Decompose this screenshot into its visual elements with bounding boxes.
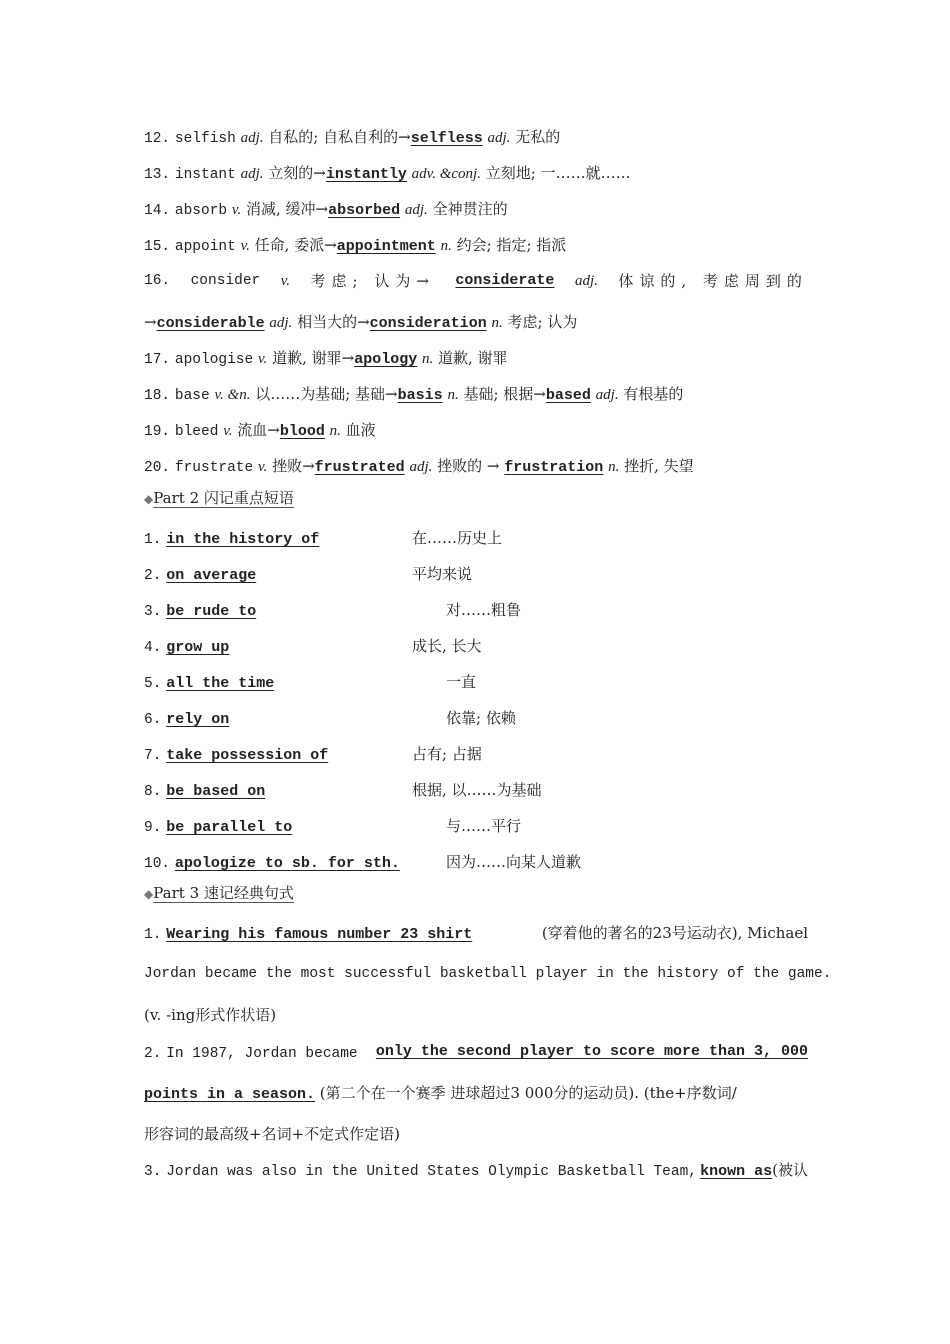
answer: frustration <box>504 459 604 476</box>
item-number: 1. <box>144 927 162 943</box>
part-of-speech: n. <box>440 238 452 254</box>
sentence-2-note: 形容词的最高级+名词+不定式作定语) <box>144 1125 400 1143</box>
item-number: 4. <box>144 640 162 656</box>
sentence-2-line-2 <box>144 1083 808 1105</box>
item-number: 3. <box>144 604 162 620</box>
part-of-speech: v. <box>258 459 268 475</box>
part-of-speech: n. <box>491 315 503 331</box>
meaning: 道歉, 谢罪→ <box>272 349 355 367</box>
item-number: 20. <box>144 460 171 476</box>
item-number: 2. <box>144 1046 162 1062</box>
sentence-text: (被认 <box>772 1161 808 1179</box>
part-of-speech: adj. <box>574 273 598 289</box>
phrase-meaning: 根据, 以……为基础 <box>412 781 542 799</box>
sentence-3-line-1 <box>144 1160 808 1182</box>
section-heading-part2 <box>144 488 310 509</box>
vocab-line-16-cont <box>144 312 808 334</box>
section-title: Part 3 速记经典句式 <box>153 884 294 902</box>
headword: frustrate <box>174 460 254 476</box>
phrase-6 <box>144 708 229 730</box>
phrase-meaning: 因为……向某人道歉 <box>446 853 582 871</box>
part-of-speech: adj. <box>409 459 433 475</box>
item-number: 12. <box>144 131 171 147</box>
meaning: 相当大的→ <box>297 313 370 331</box>
phrase-1 <box>144 528 319 550</box>
part-of-speech: adj. <box>404 202 428 218</box>
meaning: 挫败的 → <box>437 457 500 475</box>
vocab-line-15 <box>144 235 808 257</box>
meaning: 道歉, 谢罪 <box>438 349 508 367</box>
phrase-answer: on average <box>166 567 257 584</box>
answer: frustrated <box>314 459 405 476</box>
section-heading-part3 <box>144 883 310 904</box>
item-number: 10. <box>144 856 171 872</box>
item-number: 5. <box>144 676 162 692</box>
meaning: 全神贯注的 <box>432 200 508 218</box>
part-of-speech: v. <box>223 423 233 439</box>
phrase-7 <box>144 744 328 766</box>
part-of-speech: n. <box>447 387 459 403</box>
section-title: Part 2 闪记重点短语 <box>153 489 294 507</box>
meaning: 立刻地; 一……就…… <box>485 164 631 182</box>
answer: appointment <box>336 238 436 255</box>
meaning: 体谅的, 考虑周到的 <box>618 272 808 290</box>
item-number: 18. <box>144 388 171 404</box>
vocab-line-12 <box>144 127 808 149</box>
sentence-1-line-2: Jordan became the most successful basketball player in the history of the game. <box>144 966 832 982</box>
item-number: 13. <box>144 167 171 183</box>
item-number: 2. <box>144 568 162 584</box>
part-of-speech: adj. <box>487 130 511 146</box>
phrase-answer: be rude to <box>166 603 257 620</box>
meaning: 考虑; 认为→ <box>310 272 435 290</box>
vocab-line-16 <box>144 271 808 291</box>
vocab-line-19 <box>144 420 808 442</box>
sentence-1-line-1 <box>144 923 808 945</box>
phrase-meaning: 平均来说 <box>412 565 473 583</box>
part-of-speech: adj. <box>269 315 293 331</box>
phrase-4 <box>144 636 229 658</box>
meaning: 流血→ <box>237 421 280 439</box>
answer: absorbed <box>328 202 401 219</box>
meaning: 约会; 指定; 指派 <box>456 236 567 254</box>
phrase-answer: grow up <box>166 639 230 656</box>
phrase-8 <box>144 780 265 802</box>
phrase-meaning: 在……历史上 <box>412 529 503 547</box>
meaning: → <box>144 313 157 331</box>
meaning: 立刻的→ <box>268 164 326 182</box>
part-of-speech: v. <box>280 273 291 289</box>
part-of-speech: n. <box>329 423 341 439</box>
phrase-meaning: 对……粗鲁 <box>446 601 522 619</box>
part-of-speech: v. &n. <box>214 387 251 403</box>
phrase-3 <box>144 600 256 622</box>
phrase-answer: take possession of <box>166 747 329 764</box>
part-of-speech: adj. <box>240 130 264 146</box>
phrase-answer: all the time <box>166 675 275 692</box>
item-number: 16. <box>144 273 171 289</box>
meaning: 血液 <box>345 421 376 439</box>
sentence-text: (穿着他的著名的23号运动衣), Michael <box>541 924 808 942</box>
answer: blood <box>279 423 325 440</box>
phrase-2 <box>144 564 256 586</box>
answer: selfless <box>410 130 483 147</box>
headword: base <box>174 388 210 404</box>
answer: consideration <box>369 315 487 332</box>
part-of-speech: v. <box>231 202 242 218</box>
phrase-answer: be based on <box>166 783 266 800</box>
meaning: 基础; 根据→ <box>463 385 546 403</box>
headword: consider <box>190 273 261 289</box>
meaning: 有根基的 <box>623 385 684 403</box>
sentence-text: (第二个在一个赛季 进球超过3 000分的运动员). (the+序数词/ <box>315 1084 737 1102</box>
answer: basis <box>397 387 443 404</box>
phrase-5 <box>144 672 274 694</box>
vocab-line-14 <box>144 199 808 221</box>
meaning: 挫折, 失望 <box>624 457 694 475</box>
answer: considerable <box>156 315 265 332</box>
diamond-bullet-icon: ◆ <box>144 492 154 506</box>
item-number: 1. <box>144 532 162 548</box>
item-number: 8. <box>144 784 162 800</box>
part-of-speech: n. <box>608 459 620 475</box>
vocab-line-17 <box>144 348 808 370</box>
phrase-meaning: 成长, 长大 <box>412 637 482 655</box>
part-of-speech: adj. <box>240 166 264 182</box>
item-number: 7. <box>144 748 162 764</box>
sentence-answer: known as <box>700 1163 773 1180</box>
phrase-answer: rely on <box>166 711 230 728</box>
item-number: 14. <box>144 203 171 219</box>
answer: instantly <box>325 166 407 183</box>
part-of-speech: adj. <box>595 387 619 403</box>
meaning: 挫败→ <box>272 457 315 475</box>
sentence-answer: points in a season. <box>144 1086 316 1103</box>
headword: instant <box>174 167 236 183</box>
part-of-speech: v. <box>240 238 250 254</box>
phrase-answer: be parallel to <box>166 819 293 836</box>
sentence-answer: Wearing his famous number 23 shirt <box>166 926 473 943</box>
item-number: 9. <box>144 820 162 836</box>
item-number: 17. <box>144 352 171 368</box>
meaning: 无私的 <box>515 128 561 146</box>
meaning: 任命, 委派→ <box>254 236 337 254</box>
sentence-text: Jordan was also in the United States Olympic Basketball Team, <box>166 1164 697 1180</box>
vocab-line-18 <box>144 384 808 406</box>
meaning: 考虑; 认为 <box>507 313 578 331</box>
phrase-meaning: 依靠; 依赖 <box>446 709 516 727</box>
phrase-meaning: 占有; 占据 <box>412 745 482 763</box>
answer: considerate <box>455 272 555 289</box>
diamond-bullet-icon: ◆ <box>144 887 154 901</box>
headword: apologise <box>174 352 254 368</box>
phrase-meaning: 一直 <box>446 673 477 691</box>
sentence-answer: only the second player to score more than 3, 000 <box>375 1043 808 1060</box>
sentence-1-note: (v. -ing形式作状语) <box>144 1006 277 1024</box>
headword: selfish <box>174 131 236 147</box>
sentence-text: In 1987, Jordan became <box>166 1046 358 1062</box>
answer: based <box>545 387 591 404</box>
headword: appoint <box>174 239 236 255</box>
meaning: 消减, 缓冲→ <box>245 200 329 218</box>
answer: apology <box>354 351 418 368</box>
part-of-speech: adv. &conj. <box>411 166 481 182</box>
phrase-9 <box>144 816 292 838</box>
meaning: 以……为基础; 基础→ <box>255 385 398 403</box>
phrase-10 <box>144 852 400 874</box>
phrase-answer: apologize to sb. for sth. <box>174 855 400 872</box>
vocab-line-13 <box>144 163 808 185</box>
phrase-answer: in the history of <box>166 531 320 548</box>
sentence-2-line-1 <box>144 1042 808 1064</box>
item-number: 6. <box>144 712 162 728</box>
part-of-speech: n. <box>421 351 434 367</box>
item-number: 15. <box>144 239 171 255</box>
item-number: 3. <box>144 1164 162 1180</box>
meaning: 自私的; 自私自利的→ <box>268 128 411 146</box>
headword: absorb <box>174 203 228 219</box>
item-number: 19. <box>144 424 171 440</box>
vocab-line-20 <box>144 456 808 478</box>
headword: bleed <box>174 424 219 440</box>
phrase-meaning: 与……平行 <box>446 817 522 835</box>
part-of-speech: v. <box>258 351 268 367</box>
